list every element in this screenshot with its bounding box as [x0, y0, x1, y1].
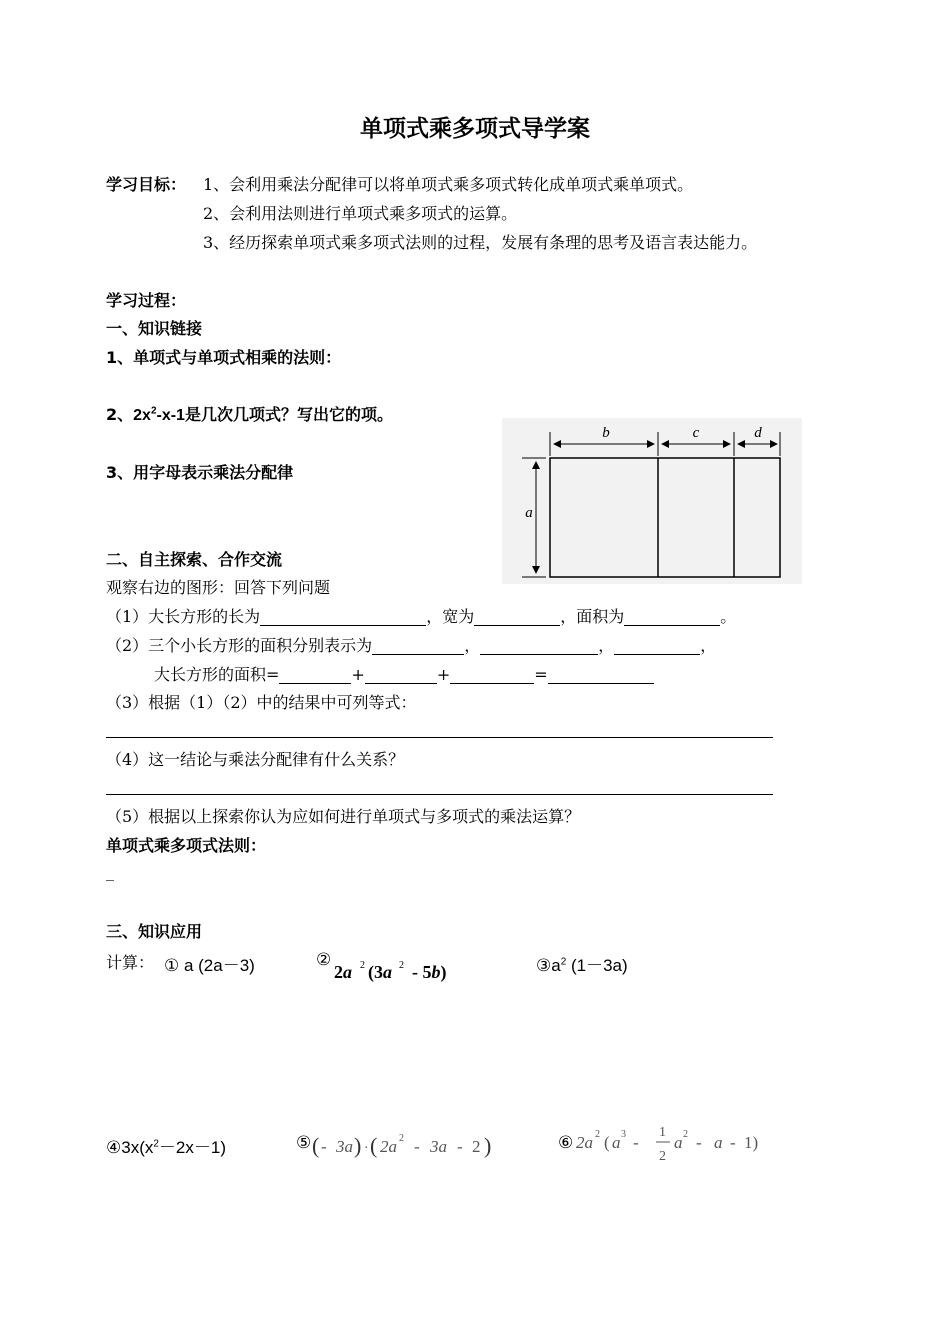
q2-prefix: 2、: [106, 405, 134, 424]
plus: +: [436, 665, 451, 684]
svg-text:2a: 2a: [334, 962, 352, 982]
problem-3-b: (1－3a): [566, 956, 628, 975]
objectives-label: 学习目标：: [106, 175, 187, 194]
q2-expr2: -x-1: [156, 407, 185, 424]
small-area-blank-2[interactable]: [480, 636, 598, 655]
svg-text:-: -: [414, 1137, 420, 1156]
svg-text:(3a: (3a: [368, 962, 392, 982]
comma: ，: [464, 636, 481, 655]
q2-sup: 2: [150, 405, 157, 417]
svg-text:3a: 3a: [430, 1137, 447, 1156]
problem-3-a: ③a: [536, 956, 561, 975]
svg-text:1): 1): [744, 1133, 759, 1152]
svg-text:-: -: [633, 1133, 639, 1152]
problem-4: [106, 1133, 226, 1158]
svg-text:a: a: [714, 1133, 723, 1152]
section2-q1: [106, 604, 736, 627]
section1-q1: 1、单项式与单项式相乘的法则：: [106, 348, 342, 367]
section2-q3: （3）根据（1）（2）中的结果中可列等式：: [106, 693, 417, 712]
label-a: a: [525, 505, 533, 521]
calc-label: 计算：: [106, 953, 155, 972]
process-label: 学习过程：: [106, 291, 187, 310]
svg-text:2: 2: [472, 1137, 481, 1156]
problem-2-number: ②: [316, 950, 332, 969]
q1-length-label: （1）大长方形的长为: [106, 607, 261, 626]
comma: ，: [700, 636, 717, 655]
q2-label: （2）三个小长方形的面积分别表示为: [106, 636, 373, 655]
section2-intro: 观察右边的图形：回答下列问题: [106, 578, 331, 597]
label-b: b: [602, 425, 610, 441]
problem-6-expression: [576, 1123, 776, 1167]
rule-blank[interactable]: _: [106, 862, 114, 881]
section1-q2: [106, 402, 393, 425]
problem-1: ① a (2a－3): [164, 956, 255, 975]
objective-1: 1、会利用乘法分配律可以将单项式乘多项式转化成单项式乘单项式。: [203, 175, 694, 194]
big-rectangle: [550, 458, 780, 577]
answer-line-q3[interactable]: [106, 737, 773, 738]
q1-area-label: ，面积为: [560, 607, 625, 626]
svg-text:2: 2: [659, 1149, 666, 1164]
section2-heading: 二、自主探索、合作交流: [106, 550, 283, 569]
small-area-blank-1[interactable]: [372, 636, 464, 655]
section1-heading: 一、知识链接: [106, 319, 203, 338]
problem-4-a: ④3x(x: [106, 1138, 154, 1157]
problem-6-number: ⑥: [558, 1133, 574, 1152]
problem-4-b: －2x－1): [158, 1138, 226, 1157]
problem-2: [316, 950, 447, 982]
width-blank[interactable]: [474, 607, 560, 626]
q2-text: 是几次几项式？写出它的项。: [184, 405, 393, 424]
svg-text:2: 2: [399, 960, 404, 971]
answer-line-q4[interactable]: [106, 794, 773, 795]
section1-q3: 3、用字母表示乘法分配律: [106, 463, 294, 482]
problem-5-number: ⑤: [296, 1133, 312, 1152]
svg-text:-: -: [730, 1133, 736, 1152]
comma: ，: [598, 636, 615, 655]
plus: +: [351, 665, 365, 684]
svg-text:(: (: [370, 1133, 378, 1158]
svg-text:·: ·: [364, 1141, 369, 1156]
rectangle-figure: [502, 418, 802, 584]
svg-text:-: -: [457, 1137, 463, 1156]
sum-blank-2[interactable]: [365, 665, 437, 684]
svg-text:2a: 2a: [380, 1137, 397, 1156]
svg-text:-: -: [321, 1137, 327, 1156]
problem-5-expression: [312, 1129, 522, 1161]
sum-blank-1[interactable]: [279, 665, 351, 684]
section2-q2-total: [154, 662, 654, 685]
q1-width-label: ，宽为: [426, 607, 475, 626]
section2-q5: （5）根据以上探索你认为应如何进行单项式与多项式的乘法运算？: [106, 807, 581, 826]
small-area-blank-3[interactable]: [614, 636, 700, 655]
q2-expr: 2x: [133, 407, 151, 424]
svg-text:3a: 3a: [336, 1137, 353, 1156]
svg-text:- 5b): - 5b): [412, 962, 447, 982]
total-area-label: 大长方形的面积=: [154, 665, 280, 684]
svg-text:(: (: [604, 1133, 610, 1152]
svg-text:2: 2: [360, 960, 365, 971]
section2-q2: [106, 633, 716, 656]
svg-text:3: 3: [621, 1129, 626, 1140]
label-c: c: [692, 425, 700, 441]
svg-text:2: 2: [399, 1133, 404, 1144]
equals: =: [534, 665, 548, 684]
problem-4-sup: 2: [153, 1138, 159, 1150]
problem-6: [558, 1125, 759, 1164]
problem-5: [296, 1133, 492, 1158]
svg-text:2: 2: [595, 1129, 600, 1140]
rule-label: 单项式乘多项式法则：: [106, 836, 267, 855]
svg-text:): ): [354, 1133, 362, 1158]
problem-3: [536, 951, 628, 976]
length-blank[interactable]: [260, 607, 426, 626]
rectangle-figure-svg: [502, 418, 802, 584]
svg-text:-: -: [696, 1133, 702, 1152]
total-blank[interactable]: [548, 665, 654, 684]
area-blank[interactable]: [624, 607, 720, 626]
sum-blank-3[interactable]: [450, 665, 534, 684]
problem-3-sup: 2: [560, 956, 567, 968]
svg-text:2: 2: [683, 1129, 688, 1140]
svg-text:a: a: [674, 1133, 683, 1152]
svg-text:2a: 2a: [576, 1133, 593, 1152]
svg-text:): ): [484, 1133, 492, 1158]
section3-heading: 三、知识应用: [106, 922, 203, 941]
page-title: 单项式乘多项式导学案: [360, 116, 590, 142]
svg-text:a: a: [612, 1133, 621, 1152]
label-d: d: [754, 425, 762, 441]
problem-2-expression: [332, 954, 472, 988]
objective-2: 2、会利用法则进行单项式乘多项式的运算。: [203, 204, 518, 223]
svg-text:(: (: [312, 1133, 320, 1158]
svg-text:1: 1: [659, 1125, 666, 1140]
q1-period: 。: [720, 607, 737, 626]
section2-q4: （4）这一结论与乘法分配律有什么关系？: [106, 750, 405, 769]
objective-3: 3、经历探索单项式乘多项式法则的过程，发展有条理的思考及语言表达能力。: [203, 233, 758, 252]
